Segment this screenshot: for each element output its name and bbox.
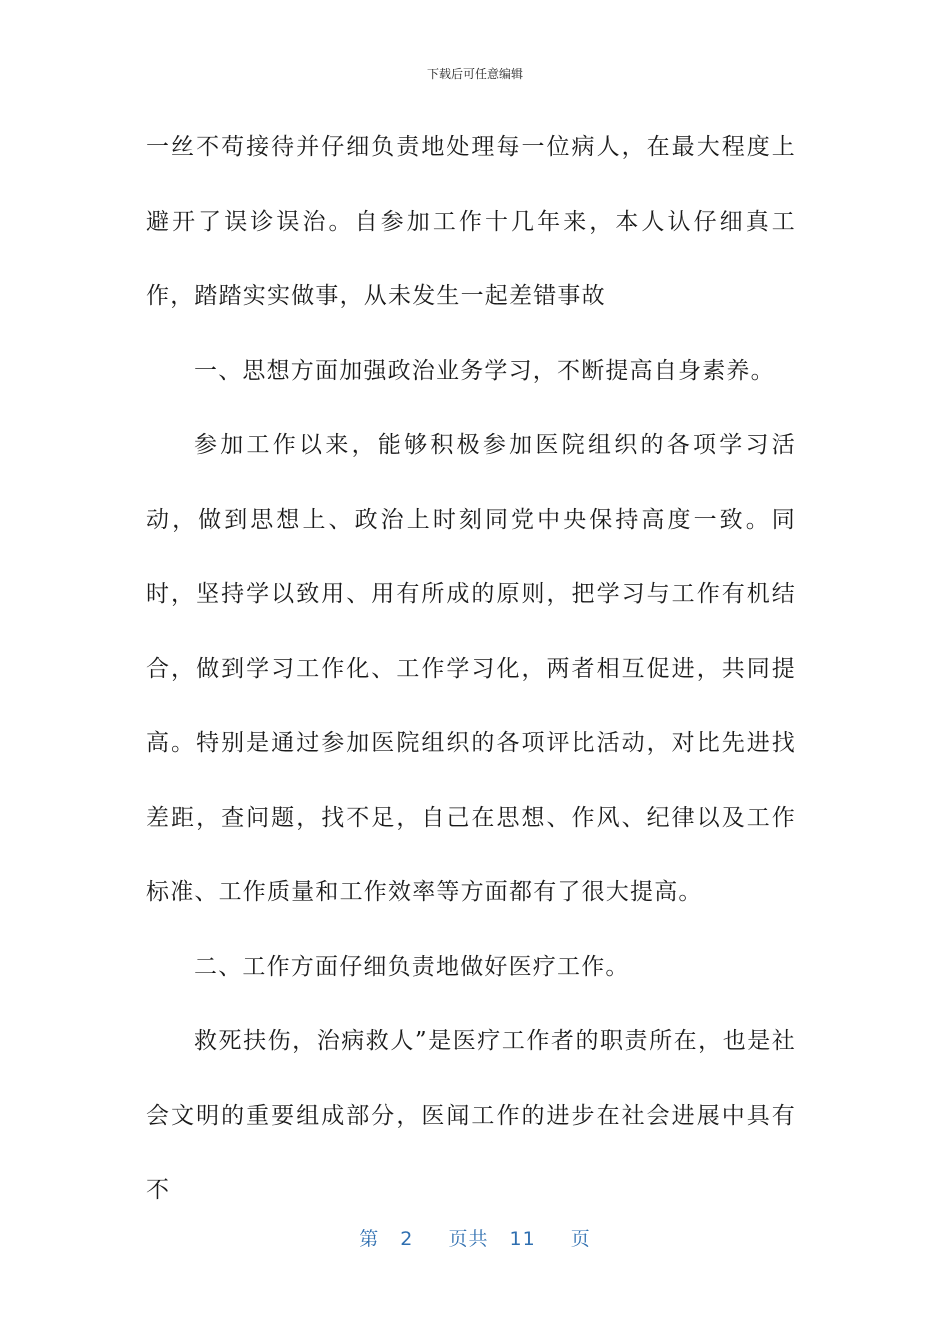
section-heading-1: 一、思想方面加强政治业务学习，不断提高自身素养。 [194,357,775,384]
page-prefix: 第 [359,1228,380,1250]
paragraph-study: 参加工作以来，能够积极参加医院组织的各项学习活动，做到思想上、政治上时刻同党中央保持高度一致。同时，坚持学以致用、用有所成的原则，把学习与工作有机结合，做到学习工作化、工作学习化，两者相互促进，共同提高。特别是通过参加医院组织的各项评比活动，对比先进找差距，查问题，找不足，自己在思想、作风、纪律以及工作标准、工作质量和工作效率等方面都有了很大提高。 [146,432,796,905]
section-heading-2: 二、工作方面仔细负责地做好医疗工作。 [194,953,630,980]
paragraph-medical: 救死扶伤，治病救人”是医疗工作者的职责所在，也是社会文明的重要组成部分，医闻工作的进步在社会进展中具有不 [146,1028,796,1203]
paragraph-continuation: 一丝不苟接待并仔细负责地处理每一位病人，在最大程度上避开了误诊误治。自参加工作十几年来，本人认仔细真工作，踏踏实实做事，从未发生一起差错事故 [146,134,796,309]
document-body [146,110,796,1228]
page-current: 2 [400,1228,414,1250]
header-note: 下载后可任意编辑 [426,67,523,81]
page-suffix: 页 [570,1228,591,1250]
page-footer [0,1226,950,1252]
page-total: 11 [509,1228,536,1250]
page-middle: 页共 [448,1228,489,1250]
